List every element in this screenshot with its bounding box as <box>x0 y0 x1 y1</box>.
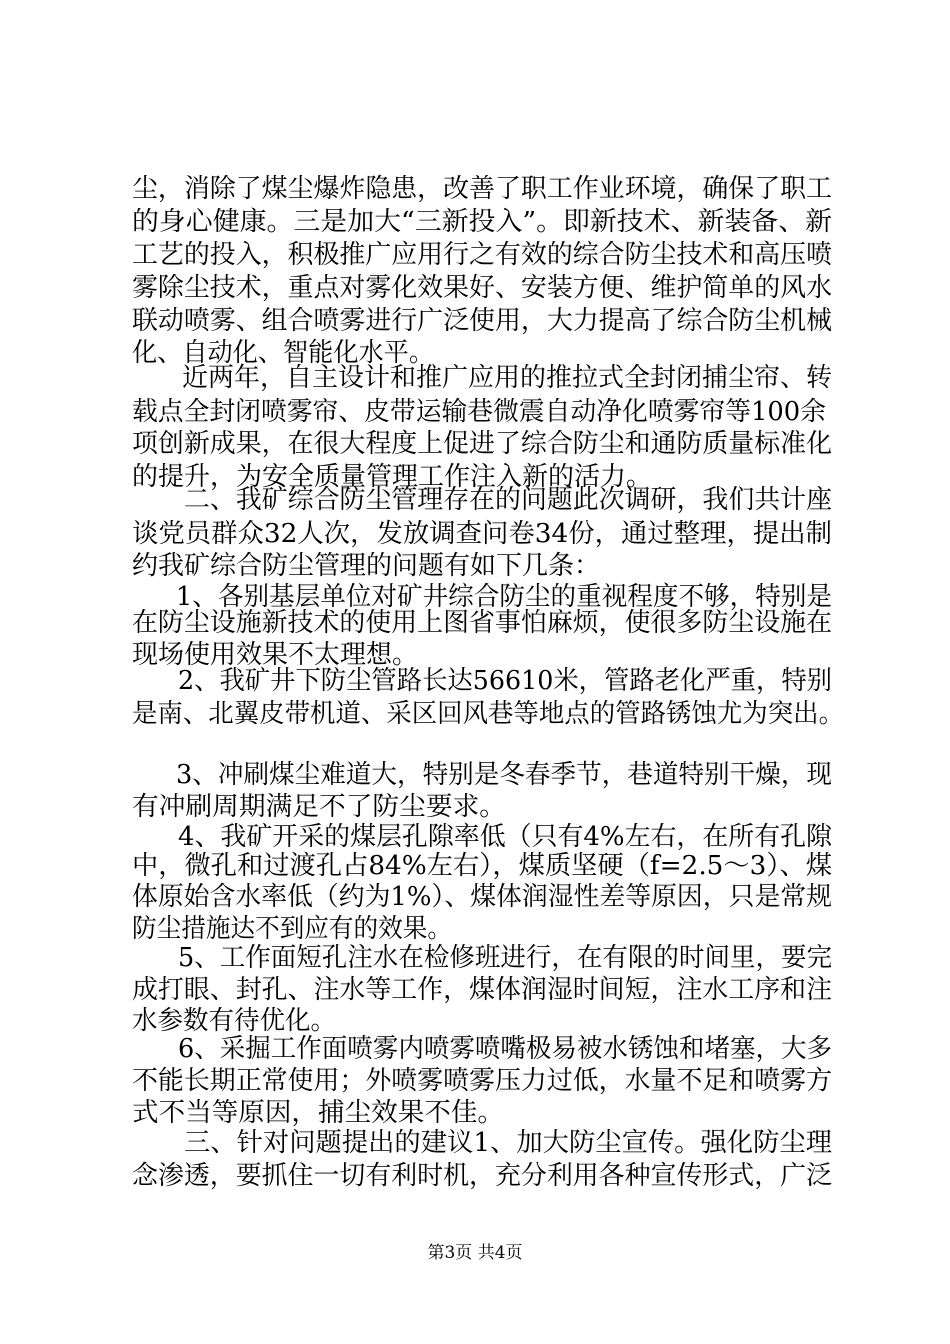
text-line-content: 4、我矿开采的煤层孔隙率低（只有4%左右，在所有孔隙 <box>178 821 832 852</box>
text-line-content: 中，微孔和过渡孔占84%左右），煤质坚硬（f=2.5～3）、煤 <box>132 850 832 881</box>
text-line-content: 水参数有待优化。 <box>132 1005 336 1036</box>
text-line-content: 3、冲刷煤尘难道大，特别是冬春季节，巷道特别干燥，现 <box>176 759 832 790</box>
text-line-content: 项创新成果，在很大程度上促进了综合防尘和通防质量标准化 <box>132 428 832 459</box>
text-line-content: 化、自动化、智能化水平。 <box>132 337 434 368</box>
text-line-content: 的身心健康。三是加大“三新投入”。即新技术、新装备、新 <box>132 206 832 237</box>
text-line-content: 在防尘设施新技术的使用上图省事怕麻烦，使很多防尘设施在 <box>132 607 832 638</box>
text-line-content: 联动喷雾、组合喷雾进行广泛使用，大力提高了综合防尘机械 <box>132 305 832 336</box>
text-line <box>0 481 950 519</box>
text-line-content: 成打眼、封孔、注水等工作，煤体润湿时间短，注水工序和注 <box>132 974 832 1005</box>
text-line-content: 是南、北翼皮带机道、采区回风巷等地点的管路锈蚀尤为突出。 <box>132 698 844 729</box>
text-line-content: 谈党员群众32人次，发放调查问卷34份，通过整理，提出制 <box>132 518 832 549</box>
text-line-content: 不能长期正常使用；外喷雾喷雾压力过低，水量不足和喷雾方 <box>132 1065 832 1096</box>
text-line <box>0 695 950 733</box>
text-line-content: 尘，消除了煤尘爆炸隐患，改善了职工作业环境，确保了职工 <box>132 173 832 204</box>
text-line-content: 二、我矿综合防尘管理存在的问题此次调研，我们共计座 <box>184 484 832 515</box>
text-line-content: 雾除尘技术，重点对雾化效果好、安装方便、维护简单的风水 <box>132 272 832 303</box>
text-line-content: 5、工作面短孔注水在检修班进行，在有限的时间里，要完 <box>178 942 832 973</box>
text-line-content: 1、各别基层单位对矿井综合防尘的重视程度不够，特别是 <box>176 581 832 612</box>
text-line <box>0 1157 950 1195</box>
text-line-content: 约我矿综合防尘管理的问题有如下几条： <box>132 550 600 581</box>
text-line <box>0 359 950 397</box>
text-line-content: 6、采掘工作面喷雾内喷雾喷嘴极易被水锈蚀和堵塞，大多 <box>178 1033 832 1064</box>
text-line-content: 载点全封闭喷雾帘、皮带运输巷微震自动净化喷雾帘等100余 <box>132 396 826 427</box>
text-line-content: 的提升，为安全质量管理工作注入新的活力。 <box>132 461 652 492</box>
text-line-content: 工艺的投入，积极推广应用行之有效的综合防尘技术和高压喷 <box>132 239 832 270</box>
text-line-content: 体原始含水率低（约为1%）、煤体润湿性差等原因，只是常规 <box>132 881 832 912</box>
page-number-footer: 第3页 共4页 <box>427 1243 523 1263</box>
text-line-content: 式不当等原因，捕尘效果不佳。 <box>132 1097 504 1128</box>
text-line-content: 防尘措施达不到应有的效果。 <box>132 913 452 944</box>
text-line-content: 近两年，自主设计和推广应用的推拉式全封闭捕尘帘、转 <box>182 362 832 393</box>
text-line-content: 念渗透，要抓住一切有利时机，充分利用各种宣传形式，广泛 <box>132 1160 832 1191</box>
text-line-content: 三、针对问题提出的建议1、加大防尘宣传。强化防尘理 <box>184 1127 832 1158</box>
text-line-content: 现场使用效果不太理想。 <box>132 639 418 670</box>
text-line-content: 有冲刷周期满足不了防尘要求。 <box>132 791 506 822</box>
text-line-content: 2、我矿井下防尘管路长达56610米，管路老化严重，特别 <box>178 665 832 696</box>
